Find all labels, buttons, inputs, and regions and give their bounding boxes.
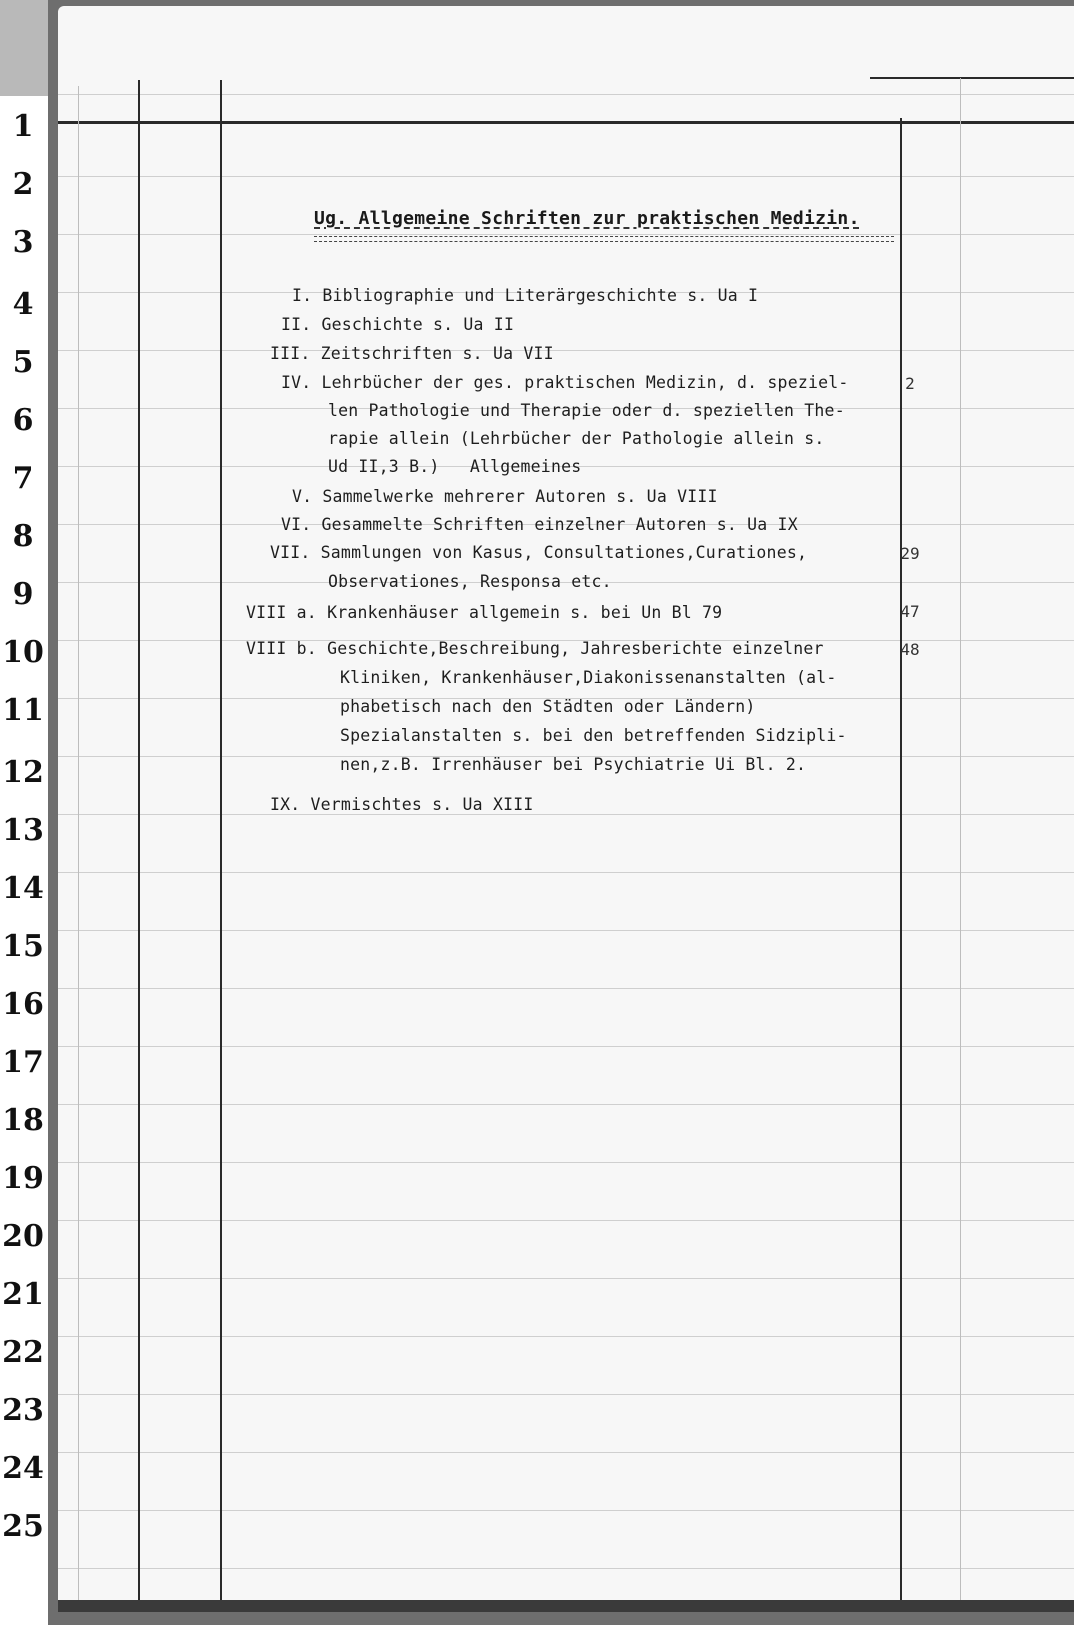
ruled-line xyxy=(58,234,1074,235)
ruled-line xyxy=(58,1452,1074,1453)
entry-line: Spezialanstalten s. bei den betreffenden Sidzipli- xyxy=(340,726,847,745)
entry-line: VIII a. Krankenhäuser allgemein s. bei Un Bl 79 xyxy=(246,603,723,622)
ruled-line xyxy=(58,176,1074,177)
line-number: 24 xyxy=(2,1451,44,1486)
ruled-line xyxy=(58,1162,1074,1163)
line-number: 9 xyxy=(12,577,34,612)
entry-line: rapie allein (Lehrbücher der Pathologie allein s. xyxy=(328,429,825,448)
ruled-line xyxy=(58,988,1074,989)
entry-line: nen,z.B. Irrenhäuser bei Psychiatrie Ui Bl. 2. xyxy=(340,755,807,774)
line-number: 16 xyxy=(2,987,44,1022)
line-number: 21 xyxy=(2,1277,44,1312)
line-number-strip xyxy=(0,96,48,1625)
line-number: 5 xyxy=(12,345,34,380)
page-bottom-edge xyxy=(58,1600,1074,1612)
line-number: 22 xyxy=(2,1335,44,1370)
ruled-line xyxy=(58,94,1074,95)
line-number: 12 xyxy=(2,755,44,790)
page-reference: 2 xyxy=(905,374,915,393)
ruled-line xyxy=(58,930,1074,931)
entry-line: Kliniken, Krankenhäuser,Diakonissenanstalten (al- xyxy=(340,668,837,687)
entry-line: phabetisch nach den Städten oder Ländern) xyxy=(340,697,756,716)
margin-line xyxy=(78,86,79,1606)
ruled-line xyxy=(58,1278,1074,1279)
entry-line: III. Zeitschriften s. Ua VII xyxy=(270,344,554,363)
ruled-line xyxy=(58,1336,1074,1337)
entry-line: I. Bibliographie und Literärgeschichte s. Ua I xyxy=(292,286,759,305)
line-number: 3 xyxy=(12,225,34,260)
entry-line: Observationes, Responsa etc. xyxy=(328,572,612,591)
line-number: 13 xyxy=(2,813,44,848)
line-number: 23 xyxy=(2,1393,44,1428)
margin-line xyxy=(960,78,961,1608)
line-number: 17 xyxy=(2,1045,44,1080)
header-rule-short xyxy=(870,77,1074,79)
line-number: 7 xyxy=(12,461,34,496)
page-reference: 29 xyxy=(900,544,920,563)
ruled-line xyxy=(58,872,1074,873)
entry-line: VIII b. Geschichte,Beschreibung, Jahresberichte einzelner xyxy=(246,639,824,658)
ruled-line xyxy=(58,814,1074,815)
ledger-page xyxy=(58,6,1074,1612)
ruled-line xyxy=(58,1394,1074,1395)
heading-double-underline xyxy=(314,236,894,242)
page-reference: 48 xyxy=(900,640,920,659)
column-line xyxy=(220,80,222,1610)
line-number: 4 xyxy=(12,287,34,322)
line-number: 18 xyxy=(2,1103,44,1138)
ruled-line xyxy=(58,350,1074,351)
line-number: 6 xyxy=(12,403,34,438)
entry-line: II. Geschichte s. Ua II xyxy=(281,315,515,334)
line-number: 1 xyxy=(12,109,34,144)
ruled-line xyxy=(58,1104,1074,1105)
section-heading: Ug. Allgemeine Schriften zur praktischen Medizin. xyxy=(314,208,860,229)
line-number: 19 xyxy=(2,1161,44,1196)
entry-line: VI. Gesammelte Schriften einzelner Autoren s. Ua IX xyxy=(281,515,798,534)
line-number: 14 xyxy=(2,871,44,906)
entry-line: VII. Sammlungen von Kasus, Consultationes,Curationes, xyxy=(270,543,808,562)
line-number: 15 xyxy=(2,929,44,964)
ruled-line xyxy=(58,1046,1074,1047)
header-rule xyxy=(58,121,1074,124)
entry-line: V. Sammelwerke mehrerer Autoren s. Ua VIII xyxy=(292,487,718,506)
line-number: 2 xyxy=(12,167,34,202)
line-number: 25 xyxy=(2,1509,44,1544)
entry-line: Ud II,3 B.) Allgemeines xyxy=(328,457,582,476)
line-number: 8 xyxy=(12,519,34,554)
page-reference: 47 xyxy=(900,602,920,621)
entry-line: IX. Vermischtes s. Ua XIII xyxy=(270,795,534,814)
entry-line: len Pathologie und Therapie oder d. speziellen The- xyxy=(328,401,845,420)
ruled-line xyxy=(58,1510,1074,1511)
ruled-line xyxy=(58,1220,1074,1221)
column-line xyxy=(138,80,140,1610)
line-number: 11 xyxy=(2,693,44,728)
ruled-line xyxy=(58,1568,1074,1569)
line-number: 20 xyxy=(2,1219,44,1254)
line-number: 10 xyxy=(2,635,44,670)
entry-line: IV. Lehrbücher der ges. praktischen Medizin, d. speziel- xyxy=(281,373,849,392)
column-line xyxy=(900,118,902,1610)
